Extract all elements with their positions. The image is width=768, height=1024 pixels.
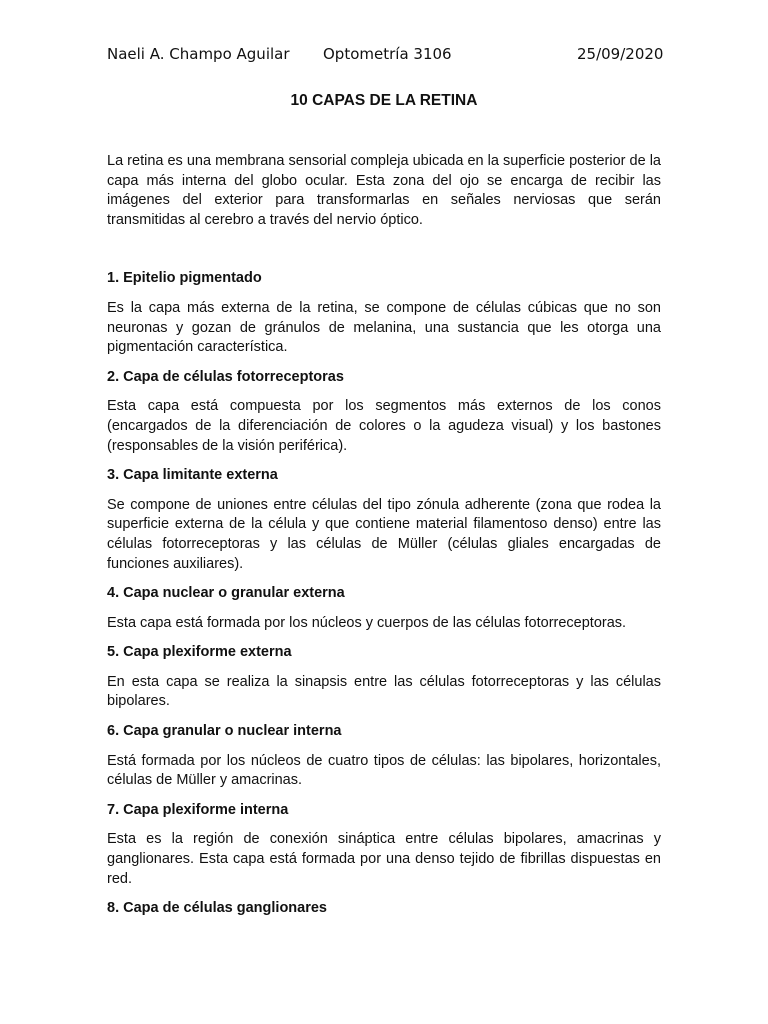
section-heading-3: 3. Capa limitante externa (107, 467, 278, 484)
section-heading-2: 2. Capa de células fotorreceptoras (107, 368, 344, 385)
document-body (107, 152, 661, 929)
section-heading-8: 8. Capa de células ganglionares (107, 900, 327, 917)
document-header (0, 45, 768, 69)
section-body-3: Se compone de uniones entre células del tipo zónula adherente (zona que rodea la superficie externa de la célula y que contiene material filamentoso denso) entre las células fotorreceptoras y las células de Müller (células gliales encargadas de funciones auxiliares). (107, 496, 661, 572)
course-label: Optometría 3106 (323, 45, 452, 63)
intro-paragraph: La retina es una membrana sensorial compleja ubicada en la superficie posterior de la capa más interna del globo ocular. Esta zona del ojo se encarga de recibir las imágenes del exterior para transformarlas en señales nerviosas que serán transmitidas al cerebro a través del nervio óptico. (107, 153, 661, 228)
section-heading-4: 4. Capa nuclear o granular externa (107, 585, 345, 602)
author-name: Naeli A. Champo Aguilar (107, 45, 290, 63)
section-body-1: Es la capa más externa de la retina, se compone de células cúbicas que no son neuronas y gozan de gránulos de melanina, una sustancia que les otorga una pigmentación característica. (107, 299, 661, 356)
section-heading-7: 7. Capa plexiforme interna (107, 801, 289, 818)
document-title: 10 CAPAS DE LA RETINA (290, 92, 478, 109)
section-body-7: Esta es la región de conexión sináptica entre células bipolares, amacrinas y ganglionares. Esta capa está formada por una denso tejido de fibrillas dispuestas en red. (107, 831, 661, 887)
document-date: 25/09/2020 (577, 45, 664, 63)
section-body-6: Está formada por los núcleos de cuatro tipos de células: las bipolares, horizontales, células de Müller y amacrinas. (107, 752, 661, 789)
section-body-4: Esta capa está formada por los núcleos y cuerpos de las células fotorreceptoras. (107, 614, 627, 631)
section-heading-1: 1. Epitelio pigmentado (107, 270, 262, 287)
section-body-5: En esta capa se realiza la sinapsis entre las células fotorreceptoras y las células bipolares. (107, 673, 661, 710)
section-heading-6: 6. Capa granular o nuclear interna (107, 723, 342, 740)
section-body-2: Esta capa está compuesta por los segmentos más externos de los conos (encargados de la diferenciación de colores o la agudeza visual) y los bastones (responsables de la visión periférica). (107, 398, 661, 454)
section-heading-5: 5. Capa plexiforme externa (107, 644, 292, 661)
